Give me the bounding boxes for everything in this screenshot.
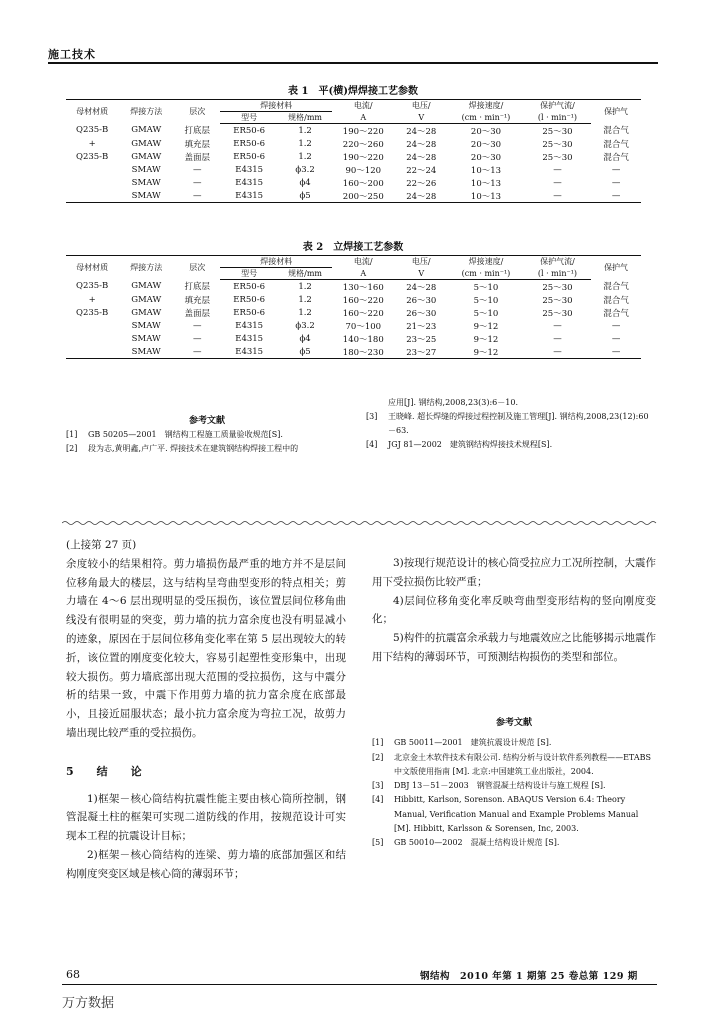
left-paragraph-1: 余度较小的结果相符。剪力墙损伤最严重的地方并不是层间位移角最大的楼层，这与结构呈弯曲型变形的特点相关；剪力墙在 4～6 层出现明显的受压损伤，该位置层间位移角曲线没有很明显的突变，剪力墙的抗力富余度也没有明显减小的迹象，原因在于层间位移角变化率在第 5 层出现较大的转折，该位置的刚度变化较大，容易引起塑性变形集中，出现较大损伤。剪力墙底部出现大范围的受拉损伤，这与中震分析的结果一致，中震下作用剪力墙的抗力富余度在底部最小，且接近屈服状态；最小抗力富余度为弯拉工况，故剪力墙出现比较严重的受拉损伤。: [66, 557, 346, 739]
header-type: 型号: [220, 268, 278, 280]
cell-gas: —: [611, 333, 621, 344]
cell-spec: 1.2: [298, 294, 312, 305]
header-spec: 规格/mm: [278, 268, 332, 280]
cell-voltage: 26～30: [406, 295, 437, 306]
cell-speed: 20～30: [470, 139, 502, 150]
header-current: 电流/: [332, 256, 394, 268]
cell-method: SMAW: [131, 333, 161, 344]
cell-speed: 5～10: [473, 295, 499, 306]
table1-caption: 表 1 平(横)焊焊接工艺参数: [288, 86, 418, 97]
cell-speed: 20～30: [470, 152, 502, 163]
upper-refs-title: 参考文献: [188, 416, 225, 426]
reference-item: [372, 736, 656, 750]
reference-text: JGJ 81—2002 建筑钢结构焊接技术规程[S].: [388, 440, 553, 449]
cell-current: 200～250: [332, 189, 394, 203]
reference-number: [4]: [366, 440, 378, 449]
table-row: [66, 332, 641, 345]
cell-type: E4315: [220, 345, 278, 359]
reference-text: GB 50205—2001 钢结构工程施工质量验收规范[S].: [88, 430, 283, 439]
header-voltage-unit: V: [394, 112, 448, 124]
header-material: 焊接材料: [220, 100, 332, 112]
watermark: 万方数据: [62, 996, 115, 1011]
cell-base: [66, 332, 118, 345]
reference-item: [372, 836, 656, 850]
cell-speed: 10～13: [470, 178, 502, 189]
cell-type: E4315: [235, 333, 264, 344]
table-row: [66, 124, 641, 138]
cell-base: Q235-B: [75, 281, 109, 292]
cell-speed: 20～30: [470, 126, 502, 137]
cell-method: GMAW: [131, 125, 162, 136]
table-row: [66, 176, 641, 189]
cell-method: GMAW: [131, 138, 162, 149]
cell-gas-flow: —: [553, 164, 562, 175]
left-paragraph-3: 2)框架－核心筒结构的连梁、剪力墙的底部加强区和结构刚度突变区域是核心筒的薄弱环节；: [66, 848, 346, 880]
header-voltage: 电压/: [394, 100, 448, 112]
cell-current: 160～220: [342, 295, 384, 306]
cell-current: 160～220: [342, 308, 384, 319]
section-heading: 5 结 论: [66, 764, 148, 778]
journal-info: 钢结构 2010 年第 1 期第 25 卷总第 129 期: [420, 971, 638, 982]
cell-layer: —: [174, 189, 220, 203]
cell-voltage: 24～28: [406, 282, 437, 293]
cell-voltage: 21～23: [406, 321, 437, 332]
header-speed-unit: (cm · min⁻¹): [448, 268, 524, 280]
table-row: [66, 293, 641, 306]
lower-refs-title: 参考文献: [495, 718, 532, 728]
cell-spec: 1.2: [298, 307, 312, 318]
reference-item: [372, 779, 656, 793]
cell-voltage: 24～28: [406, 139, 437, 150]
running-header: 施工技术: [48, 48, 96, 61]
footer-rule: [62, 984, 657, 985]
cell-type: ER50-6: [233, 307, 265, 318]
cell-method: GMAW: [131, 281, 162, 292]
header-layer: 层次: [174, 256, 220, 280]
cell-base: [66, 189, 118, 203]
cell-gas: 混合气: [603, 282, 629, 293]
header-method: 焊接方法: [118, 256, 174, 280]
cell-current: 160～200: [342, 178, 384, 189]
cell-layer: 盖面层: [184, 308, 210, 319]
header-material: 焊接材料: [220, 256, 332, 268]
right-paragraph-2: 4)层间位移角变化率反映弯曲型变形结构的竖向刚度变化；: [372, 594, 656, 626]
right-paragraph-1: 3)按现行规范设计的核心筒受拉应力工况所控制，大震作用下受拉损伤比较严重；: [372, 557, 656, 588]
cell-base: Q235-B: [75, 151, 109, 162]
reference-item: [366, 410, 656, 438]
cell-layer: —: [192, 333, 202, 344]
cell-method: GMAW: [131, 294, 162, 305]
header-type: 型号: [220, 112, 278, 124]
cell-layer: —: [192, 177, 202, 188]
cell-speed: 10～13: [448, 189, 524, 203]
cell-gas-flow: —: [553, 320, 562, 331]
cell-base: [66, 163, 118, 176]
header-voltage-unit: V: [394, 268, 448, 280]
cell-method: SMAW: [118, 345, 174, 359]
reference-text: 段为志,黄明鑫,卢广平. 焊接技术在建筑钢结构焊接工程中的: [88, 444, 299, 453]
cell-speed: 9～12: [473, 334, 499, 345]
cell-gas: —: [611, 164, 621, 175]
cell-base: +: [88, 294, 96, 305]
table-row: [66, 306, 641, 319]
cell-voltage: 22～24: [406, 165, 437, 176]
cell-speed: 10～13: [470, 165, 502, 176]
article-left-column: [66, 536, 346, 884]
header-gas: 保护气: [591, 256, 641, 280]
cell-method: SMAW: [118, 189, 174, 203]
cell-gas: —: [591, 189, 641, 203]
reference-item: [66, 428, 348, 442]
cell-base: [66, 176, 118, 189]
header-spec: 规格/mm: [278, 112, 332, 124]
header-gas-flow-unit: (l · min⁻¹): [524, 268, 591, 280]
table2: [66, 255, 641, 359]
cell-type: ER50-6: [233, 151, 265, 162]
reference-number: [3]: [366, 412, 378, 421]
cell-base: +: [88, 138, 96, 149]
cell-base: Q235-B: [75, 307, 109, 318]
upper-refs-right: [366, 396, 656, 452]
cell-layer: 填充层: [184, 139, 210, 150]
cell-type: ER50-6: [233, 281, 265, 292]
cell-spec: ϕ4: [299, 333, 311, 344]
cell-type: ER50-6: [233, 138, 265, 149]
reference-text: Hibbitt, Karlson, Sorenson. ABAQUS Version 6.4: Theory Manual, Verification Manual and Example Problems Manual [M]. Hibbitt, Karlsson & Sorensen, Inc, 2003.: [394, 795, 639, 834]
reference-item: [66, 442, 348, 456]
lower-refs: [372, 716, 656, 851]
reference-item: [366, 396, 656, 410]
cell-gas-flow: 25～30: [542, 295, 573, 306]
cell-spec: ϕ4: [299, 177, 311, 188]
cell-speed: 9～12: [448, 345, 524, 359]
cell-spec: 1.2: [298, 138, 312, 149]
cell-layer: 填充层: [184, 295, 210, 306]
header-speed: 焊接速度/: [448, 100, 524, 112]
reference-number: [2]: [372, 752, 384, 762]
header-speed: 焊接速度/: [448, 256, 524, 268]
table-row: [66, 163, 641, 176]
cell-voltage: 22～26: [406, 178, 437, 189]
cell-current: 190～220: [342, 126, 384, 137]
reference-text: 北京金土木软件技术有限公司. 结构分析与设计软件系列教程——ETABS 中文版使用指南 [M]. 北京:中国建筑工业出版社，2004.: [394, 752, 651, 776]
reference-number: [366, 396, 388, 410]
header-current-unit: A: [332, 268, 394, 280]
table-row: [66, 319, 641, 332]
cell-layer: 打底层: [184, 282, 210, 293]
cell-gas-flow: —: [553, 333, 562, 344]
cell-layer: —: [192, 320, 202, 331]
cell-gas: 混合气: [603, 126, 629, 137]
table-row: [66, 280, 641, 294]
cell-voltage: 23～25: [406, 334, 437, 345]
table-row: [66, 345, 641, 359]
cell-gas: 混合气: [603, 308, 629, 319]
table2-caption: 表 2 立焊接工艺参数: [302, 242, 404, 253]
cell-current: 140～180: [342, 334, 384, 345]
cell-voltage: 26～30: [406, 308, 437, 319]
cell-method: SMAW: [131, 177, 161, 188]
header-current-unit: A: [332, 112, 394, 124]
cell-gas-flow: 25～30: [542, 282, 573, 293]
cell-gas: 混合气: [603, 139, 629, 150]
cell-gas-flow: 25～30: [542, 152, 573, 163]
reference-number: [3]: [372, 781, 384, 791]
cell-gas-flow: 25～30: [542, 139, 573, 150]
cell-spec: ϕ5: [278, 189, 332, 203]
header-base: 母材材质: [66, 100, 118, 124]
cell-method: GMAW: [131, 307, 162, 318]
cell-base: Q235-B: [75, 125, 109, 136]
table-row: [66, 189, 641, 203]
cell-method: GMAW: [131, 151, 162, 162]
cell-type: E4315: [220, 189, 278, 203]
cell-gas: —: [611, 177, 621, 188]
header-base: 母材材质: [66, 256, 118, 280]
cell-spec: 1.2: [298, 281, 312, 292]
cell-type: E4315: [235, 320, 264, 331]
cell-voltage: 23～27: [394, 345, 448, 359]
cell-current: 70～100: [345, 321, 382, 332]
cell-type: ER50-6: [233, 294, 265, 305]
cell-layer: 打底层: [184, 126, 210, 137]
wavy-divider: [62, 520, 657, 526]
cell-gas: 混合气: [603, 152, 629, 163]
cell-type: E4315: [235, 164, 264, 175]
reference-text: GB 50011—2001 建筑抗震设计规范 [S].: [394, 738, 552, 748]
cell-spec: 1.2: [298, 151, 312, 162]
header-gas: 保护气: [591, 100, 641, 124]
cell-voltage: 24～28: [406, 152, 437, 163]
reference-number: [2]: [66, 444, 78, 453]
cell-base: [66, 319, 118, 332]
cell-gas-flow: —: [553, 177, 562, 188]
cell-gas: —: [591, 345, 641, 359]
header-current: 电流/: [332, 100, 394, 112]
cell-current: 220～260: [342, 139, 384, 150]
cell-spec: ϕ3.2: [295, 320, 315, 331]
header-voltage: 电压/: [394, 256, 448, 268]
cell-method: SMAW: [131, 320, 161, 331]
cell-gas-flow: —: [524, 345, 591, 359]
table-row: [66, 137, 641, 150]
reference-item: [372, 751, 656, 780]
upper-refs-left: [66, 414, 348, 456]
cell-type: E4315: [235, 177, 264, 188]
cell-speed: 5～10: [473, 308, 499, 319]
cell-method: SMAW: [131, 164, 161, 175]
cell-gas: 混合气: [603, 295, 629, 306]
cell-current: 180～230: [332, 345, 394, 359]
table1: [66, 99, 641, 203]
cell-spec: 1.2: [298, 125, 312, 136]
cell-spec: ϕ3.2: [295, 164, 315, 175]
cell-gas-flow: 25～30: [542, 308, 573, 319]
header-method: 焊接方法: [118, 100, 174, 124]
cell-spec: ϕ5: [278, 345, 332, 359]
header-gas-flow: 保护气流/: [524, 100, 591, 112]
cell-type: ER50-6: [233, 125, 265, 136]
cell-gas-flow: —: [524, 189, 591, 203]
right-paragraph-3: 5)构件的抗震富余承载力与地震效应之比能够揭示地震作用下结构的薄弱环节，可预测结构损伤的类型和部位。: [372, 632, 656, 663]
reference-number: [5]: [372, 838, 384, 848]
header-layer: 层次: [174, 100, 220, 124]
cell-gas-flow: 25～30: [542, 126, 573, 137]
reference-item: [372, 793, 656, 836]
cell-base: [66, 345, 118, 359]
reference-item: [366, 438, 656, 452]
cell-voltage: 24～28: [406, 126, 437, 137]
cell-current: 90～120: [345, 165, 382, 176]
header-rule: [48, 62, 658, 64]
reference-number: [1]: [66, 430, 78, 439]
continued-note: (上接第 27 页): [66, 539, 137, 551]
cell-voltage: 24～28: [394, 189, 448, 203]
page-number: 68: [66, 968, 80, 981]
reference-text: 应用[J]. 钢结构,2008,23(3):6－10.: [388, 398, 518, 407]
reference-text: DBJ 13－51－2003 钢管混凝土结构设计与施工规程 [S].: [394, 781, 606, 791]
reference-number: [1]: [372, 738, 384, 748]
cell-current: 190～220: [342, 152, 384, 163]
cell-speed: 9～12: [473, 321, 499, 332]
cell-layer: 盖面层: [184, 152, 210, 163]
cell-gas: —: [611, 320, 621, 331]
cell-speed: 5～10: [473, 282, 499, 293]
cell-layer: —: [192, 164, 202, 175]
left-paragraph-2: 1)框架－核心筒结构抗震性能主要由核心筒所控制，钢管混凝土柱的框架可实现二道防线的作用，按规范设计可实现本工程的抗震设计目标；: [66, 792, 346, 843]
cell-current: 130～160: [342, 282, 384, 293]
article-right-column: [372, 554, 656, 667]
header-gas-flow-unit: (l · min⁻¹): [524, 112, 591, 124]
reference-text: 王晓峰. 超长焊缝的焊接过程控制及施工管理[J]. 钢结构,2008,23(12):60－63.: [388, 412, 649, 435]
header-speed-unit: (cm · min⁻¹): [448, 112, 524, 124]
reference-number: [4]: [372, 795, 384, 805]
table-row: [66, 150, 641, 163]
header-gas-flow: 保护气流/: [524, 256, 591, 268]
cell-layer: —: [174, 345, 220, 359]
reference-text: GB 50010—2002 混凝土结构设计规范 [S].: [394, 838, 560, 848]
